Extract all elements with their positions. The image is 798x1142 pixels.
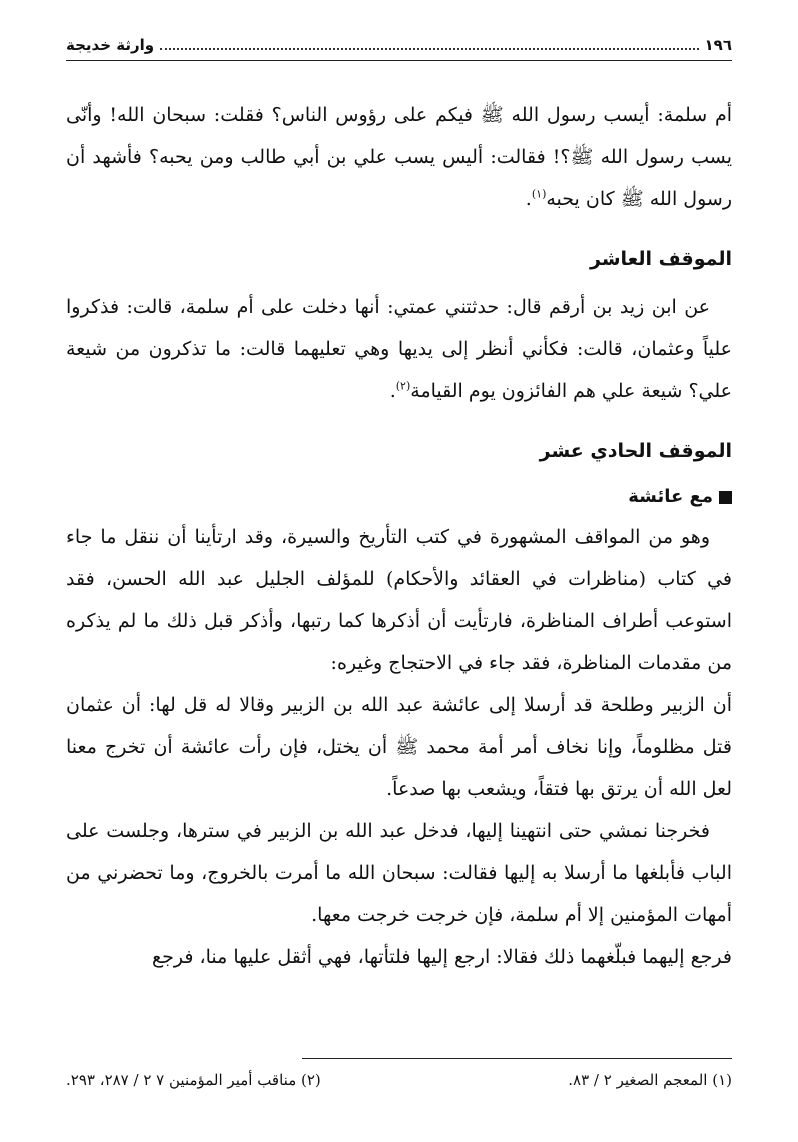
paragraph-3: وهو من المواقف المشهورة في كتب التأريخ والسيرة، وقد ارتأينا أن ننقل ما جاء في كتاب (مناظرات في العقائد والأحكام) للمؤلف الجليل عبد الله الحسن، فقد استوعب أطراف المناظرة، فارتأيت أن أذكرها كما رتبها، وأذكر قبل ذلك ما لم يذكره من مقدمات المناظرة، فقد جاء في الاحتجاج وغيره:	[66, 526, 732, 674]
footnote-1: (١) المعجم الصغير ٢ / ٨٣.	[568, 1071, 732, 1089]
page-header	[66, 30, 732, 61]
page-number: ١٩٦	[704, 36, 732, 54]
running-title: وارثة خديجة	[66, 36, 155, 54]
footnote-ref-1: (١)	[531, 187, 547, 201]
footnote-2: (٢) مناقب أمير المؤمنين ٧ ٢ / ٢٨٧، ٢٩٣.	[66, 1071, 321, 1089]
subheading-with-aisha	[66, 478, 732, 516]
section-heading-eleventh: الموقف الحادي عشر	[539, 440, 732, 462]
footnote-divider	[302, 1058, 732, 1059]
paragraph-2: عن ابن زيد بن أرقم قال: حدثتني عمتي: أنها دخلت على أم سلمة، قالت: فذكروا علياً وعثمان، قالت: فكأني أنظر إلى يديها وهي تعليهما قالت: ما تذكرون من شيعة علي؟ شيعة علي هم الفائزون يوم القيامة$^{(٢)}$.	[66, 296, 732, 402]
paragraph-6: فرجع إليهما فبلّغهما ذلك فقالا: ارجع إليها فلتأتها، فهي أثقل عليها منا، فرجع	[152, 946, 732, 968]
paragraph-4: أن الزبير وطلحة قد أرسلا إلى عائشة عبد الله بن الزبير وقالا له قل لها: أن عثمان قتل مظلوماً، وإنا نخاف أمر أمة محمد ﷺ أن يختل، فإن رأت عائشة أن تخرج معنا لعل الله أن يرتق بها فتقاً، ويشعب بها صدعاً.	[66, 694, 733, 800]
paragraph-1-text: أم سلمة: أيسب رسول الله ﷺ فيكم على رؤوس الناس؟ فقلت: سبحان الله! وأنّى يسب رسول الله ﷺ؟! فقالت: أليس يسب علي بن أبي طالب ومن يحبه؟ فأشهد أن رسول الله ﷺ كان يحبه	[66, 104, 732, 210]
paragraph-1: أم سلمة: أيسب رسول الله ﷺ فيكم على رؤوس الناس؟ فقلت: سبحان الله! وأنّى يسب رسول الله ﷺ؟! فقالت: أليس يسب علي بن أبي طالب ومن يحبه؟ فأشهد أن رسول الله ﷺ كان يحبه$^{(١)}$.	[66, 104, 732, 210]
subheading-text: مع عائشة	[628, 486, 713, 507]
page-body	[66, 94, 732, 978]
black-square-icon	[719, 491, 732, 504]
paragraph-2-text: عن ابن زيد بن أرقم قال: حدثتني عمتي: أنها دخلت على أم سلمة، قالت: فذكروا علياً وعثمان، قالت: فكأني أنظر إلى يديها وهي تعليهما قالت: ما تذكرون من شيعة علي؟ شيعة علي هم الفائزون يوم القيامة	[66, 296, 732, 402]
header-dot-leader	[160, 48, 698, 50]
paragraph-5: فخرجنا نمشي حتى انتهينا إليها، فدخل عبد الله بن الزبير في سترها، وجلست على الباب فأبلغها ما أرسلا به إليها فقالت: سبحان الله ما أمرت بالخروج، وما تحضرني من أمهات المؤمنين إلا أم سلمة، فإن خرجت خرجت معها.	[66, 820, 732, 926]
section-heading-tenth: الموقف العاشر	[590, 248, 732, 270]
footnotes	[66, 1068, 732, 1092]
footnote-ref-2: (٢)	[395, 379, 411, 393]
